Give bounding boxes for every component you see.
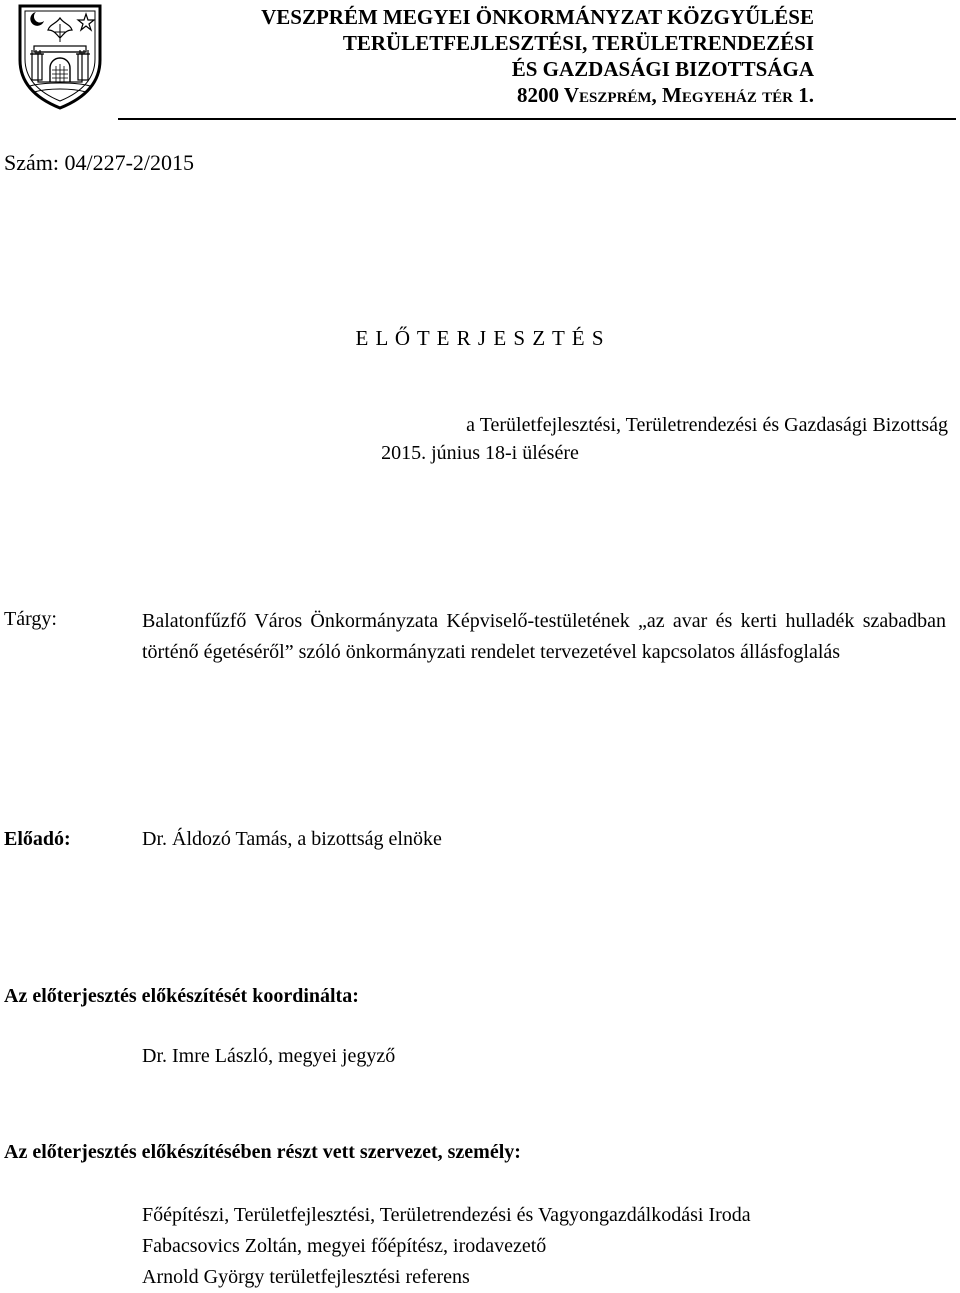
participant-item: Arnold György területfejlesztési referens [142,1266,470,1288]
header [261,4,814,108]
header-line-3: ÉS GAZDASÁGI BIZOTTSÁGA [511,57,814,81]
participant-item: Fabacsovics Zoltán, megyei főépítész, irodavezető [142,1235,547,1257]
subtitle-committee: a Területfejlesztési, Területrendezési és Gazdasági Bizottság [466,414,948,436]
subtitle-meeting-date: 2015. június 18-i ülésére [381,442,579,464]
coordinator-text: Dr. Imre László, megyei jegyző [142,1045,396,1067]
coordinator-label: Az előterjesztés előkészítését koordinálta: [4,985,359,1007]
participant-item: Főépítészi, Területfejlesztési, Területrendezési és Vagyongazdálkodási Iroda [142,1204,751,1226]
header-rule [118,118,956,120]
subject-text: Balatonfűzfő Város Önkormányzata Képviselő-testületének „az avar és kerti hulladék szabadban történő égetéséről” szóló önkormányzati rendelet tervezetével kapcsolatos állásfoglalás [142,610,946,663]
document-title: E L Ő T E R J E S Z T É S [355,326,605,350]
participants-label: Az előterjesztés előkészítésében részt vett szervezet, személy: [4,1141,521,1163]
subject-label: Tárgy: [4,608,57,630]
reference-number: Szám: 04/227-2/2015 [4,150,195,175]
header-line-2: TERÜLETFEJLESZTÉSI, TERÜLETRENDEZÉSI [342,31,814,55]
header-line-1: VESZPRÉM MEGYEI ÖNKORMÁNYZAT KÖZGYŰLÉSE [261,5,814,29]
presenter-text: Dr. Áldozó Tamás, a bizottság elnöke [142,828,442,850]
header-address: 8200 Veszprém, Megyeház tér 1. [517,83,814,107]
presenter-label: Előadó: [4,828,71,850]
county-coat-of-arms [14,2,106,110]
